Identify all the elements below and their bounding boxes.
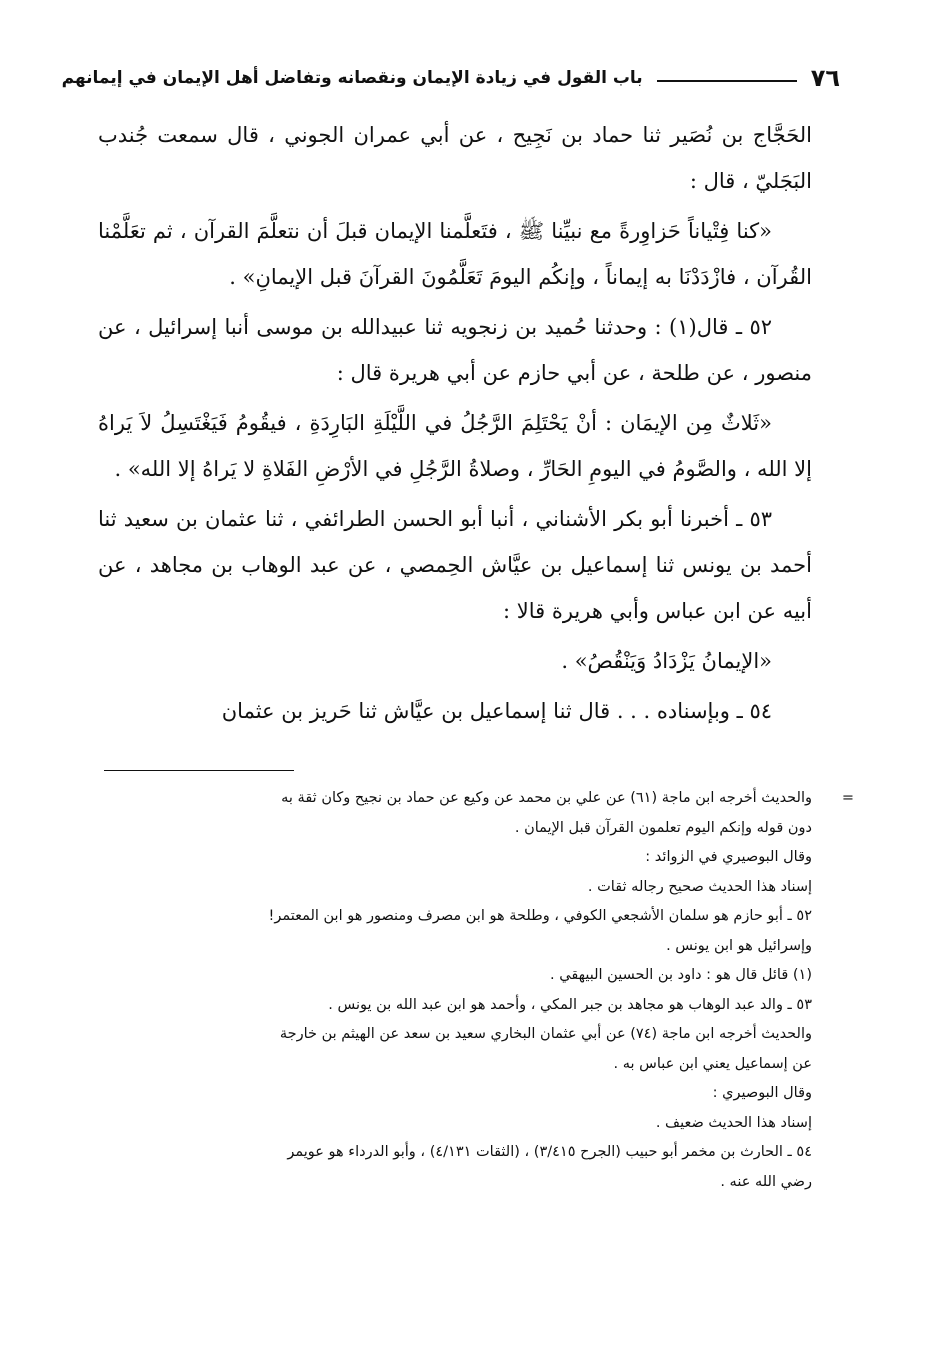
running-title: باب القول في زيادة الإيمان ونقصانه وتفاضل أهل الإيمان في إيمانهم (61, 68, 643, 88)
hadith-52-chain: ٥٢ ـ قال(١) : وحدثنا حُميد بن زنجويه ثنا عبيدالله بن موسى أنبا إسرائيل ، عن منصور ، عن طلحة ، عن أبي حازم عن أبي هريرة قال : (98, 315, 812, 385)
footnote-line: إسناد هذا الحديث صحيح رجاله ثقات . (587, 878, 812, 895)
footnote-line: والحديث أخرجه ابن ماجة (٧٤) عن أبي عثمان البخاري سعيد بن سعد عن الهيثم بن خارجة (279, 1026, 812, 1042)
footnote-separator (104, 770, 294, 771)
hadith-54-chain: ٥٤ ـ وبإسناده . . . قال ثنا إسماعيل بن عيَّاش ثنا حَريز بن عثمان (221, 699, 772, 723)
footnote-line: ٥٢ ـ أبو حازم هو سلمان الأشجعي الكوفي ، وطلحة هو ابن مصرف ومنصور هو ابن المعتمر! (268, 908, 812, 924)
header-rule (657, 80, 797, 82)
footnote-line: رضي الله عنه . (720, 1173, 812, 1190)
hadith-quote: «كنا فِتْياناً حَزاوِرةً مع نبيِّنا ﷺ ، فتَعلَّمنا الإيمان قبلَ أن نتعلَّمَ القرآن ، ثم تعَلَّمْنا القُرآن ، فازْدَدْنَا به إيماناً ، وإنكُم اليومَ تَعَلَّمُونَ القرآنَ قبل الإيمانِ» . (98, 219, 812, 289)
footnote-line: إسناد هذا الحديث ضعيف . (655, 1114, 812, 1131)
footnote-line: وإسرائيل هو ابن يونس . (666, 937, 812, 954)
footnote-line: عن إسماعيل يعني ابن عباس به . (613, 1055, 812, 1072)
hadith-quote: «الإيمانُ يَزْدَادُ وَيَنْقُصُ» . (561, 649, 772, 673)
page-header (61, 58, 840, 98)
hadith-quote: «ثَلاثٌ مِن الإيمَان : أنْ يَحْتَلِمَ الرَّجُلُ في اللَّيْلَةِ البَارِدَةِ ، فيقُومُ فَيَغْتَسِلُ لاَ يَراهُ إلا الله ، والصَّومُ في اليومِ الحَارِّ ، وصلاةُ الرَّجُلِ في الأرْضِ الفَلاةِ لا يَراهُ إلا الله» . (98, 411, 812, 481)
footnote-line: ٥٣ ـ والد عبد الوهاب هو مجاهد بن جبر المكي ، وأحمد هو ابن عبد الله بن يونس . (328, 996, 812, 1013)
footnote-line: وقال البوصيري : (712, 1085, 812, 1101)
main-text (98, 112, 812, 738)
footnotes (98, 784, 854, 1197)
hadith-53-chain: ٥٣ ـ أخبرنا أبو بكر الأشناني ، أنبا أبو الحسن الطرائفي ، ثنا عثمان بن سعيد ثنا أحمد بن يونس ثنا إسماعيل بن عيَّاش الحِمصي ، عن عبد الوهاب بن مجاهد ، عن أبيه عن ابن عباس وأبي هريرة قالا : (98, 507, 812, 623)
page-number: ٧٦ (810, 64, 840, 92)
footnote-line: ٥٤ ـ الحارث بن مخمر أبو حبيب (الجرح ٣/٤١٥) ، (الثقات ٤/١٣١) ، وأبو الدرداء هو عويمر (287, 1144, 812, 1160)
footnote-text: والحديث أخرجه ابن ماجة (٦١) عن علي بن محمد عن وكيع عن حماد بن نجيح وكان ثقة به (281, 790, 812, 806)
continuation-mark: = (841, 790, 854, 806)
footnote-line: دون قوله وإنكم اليوم تعلمون القرآن قبل الإيمان . (514, 819, 812, 836)
footnote-line: وقال البوصيري في الزوائد : (645, 849, 812, 865)
footnote-line (98, 784, 854, 814)
paragraph: الحَجَّاج بن نُصَير ثنا حماد بن نَجِيح ، عن أبي عمران الجوني ، قال سمعت جُندب البَجَليّ ، قال : (98, 123, 812, 193)
footnote-line: (١) قائل قال هو : داود بن الحسين البيهقي . (550, 967, 812, 983)
